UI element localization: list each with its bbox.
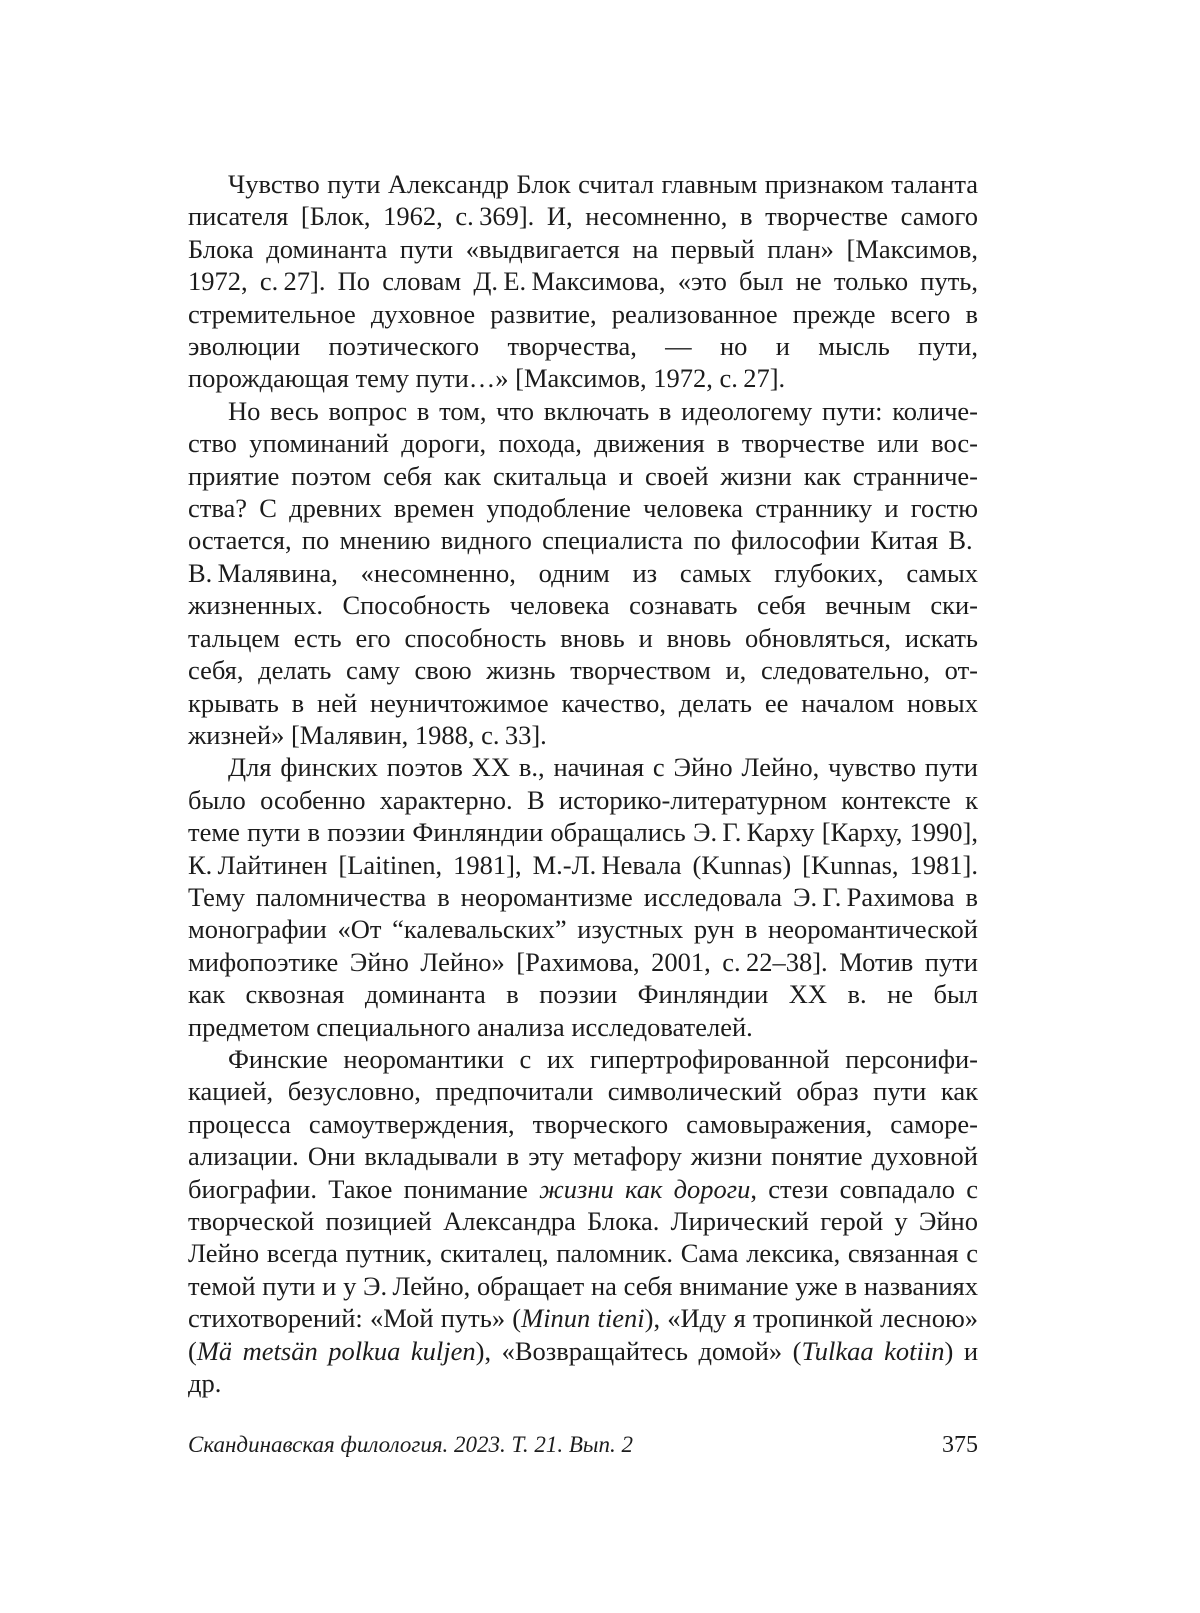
page-number: 375	[942, 1432, 978, 1458]
running-footer	[188, 1432, 978, 1459]
text-segment: ) и др.	[188, 1335, 978, 1399]
italic-text: жизни как дороги	[539, 1173, 751, 1204]
journal-citation: Скандинавская филология. 2023. Т. 21. Вып. 2	[188, 1432, 634, 1457]
text-segment: Но весь вопрос в том, что включать в идеологему пути: количество упоминаний дороги, похода, движения в творчестве или восприятие поэтом себя как скитальца и своей жизни как странничества? С древних времен уподобление человека страннику и гостю остается, по мнению видного специалиста по философии Китая В. В. Малявина, «несомненно, одним из самых глубоких, самых жизненных. Способность человека сознавать себя вечным скитальцем есть его способность вновь и вновь обновляться, искать себя, делать саму свою жизнь творчеством и, следовательно, открывать в ней неуничтожимое качество, делать ее началом новых жизней» [Малявин, 1988, с. 33].	[188, 395, 978, 750]
paragraph	[188, 751, 978, 1043]
italic-text: Mä metsän polkua kuljen	[196, 1335, 476, 1366]
paragraph	[188, 395, 978, 751]
paragraph	[188, 1043, 978, 1399]
text-segment: , стези совпадало с творческой позицией Александра Блока. Лирический герой у Эйно Лейно всегда путник, скиталец, паломник. Сама лексика, связанная с темой пути и у Э. Лейно, обращает на себя внимание уже в названиях стихотворений: «Мой путь» (	[188, 1173, 978, 1334]
body-text	[188, 168, 978, 1399]
text-segment: Для финских поэтов XX в., начиная с Эйно Лейно, чувство пути было особенно характерно. В историко-литературном контексте к теме пути в поэзии Финляндии обращались Э. Г. Карху [Карху, 1990], К. Лайтинен [Laitinen, 1981], М.-Л. Невала (Kunnas) [Kunnas, 1981]. Тему паломничества в неоромантизме исследовала Э. Г. Рахимова в монографии «От “калевальских” изустных рун в неоромантической мифопоэтике Эйно Лейно» [Рахимова, 2001, с. 22–38]. Мотив пути как сквозная доминанта в поэзии Финляндии XX в. не был предметом специального анализа исследователей.	[188, 752, 978, 1042]
paragraph	[188, 168, 978, 395]
text-segment: Чувство пути Александр Блок считал главным признаком таланта писателя [Блок, 1962, с. 369]. И, несомненно, в творчестве самого Блока доминанта пути «выдвигается на первый план» [Максимов, 1972, с. 27]. По словам Д. Е. Максимова, «это был не только путь, стремительное духовное развитие, реализованное прежде всего в эволюции поэтического творчества, — но и мысль пути, порождающая тему пути…» [Максимов, 1972, с. 27].	[188, 169, 978, 394]
text-segment: ), «Иду я тропинкой лесною» (	[188, 1303, 978, 1366]
text-segment: ), «Возвращайтесь домой» (	[475, 1335, 802, 1366]
italic-text: Tulkaa kotiin	[801, 1335, 945, 1366]
italic-text: Minun tieni	[521, 1303, 645, 1334]
text-segment: Финские неоромантики с их гипертрофированной персонификацией, безусловно, предпочитали символический образ пути как процесса самоутверждения, творческого самовыражения, самореализации. Они вкладывали в эту метафору жизни понятие духовной биографии. Такое понимание	[188, 1043, 978, 1204]
